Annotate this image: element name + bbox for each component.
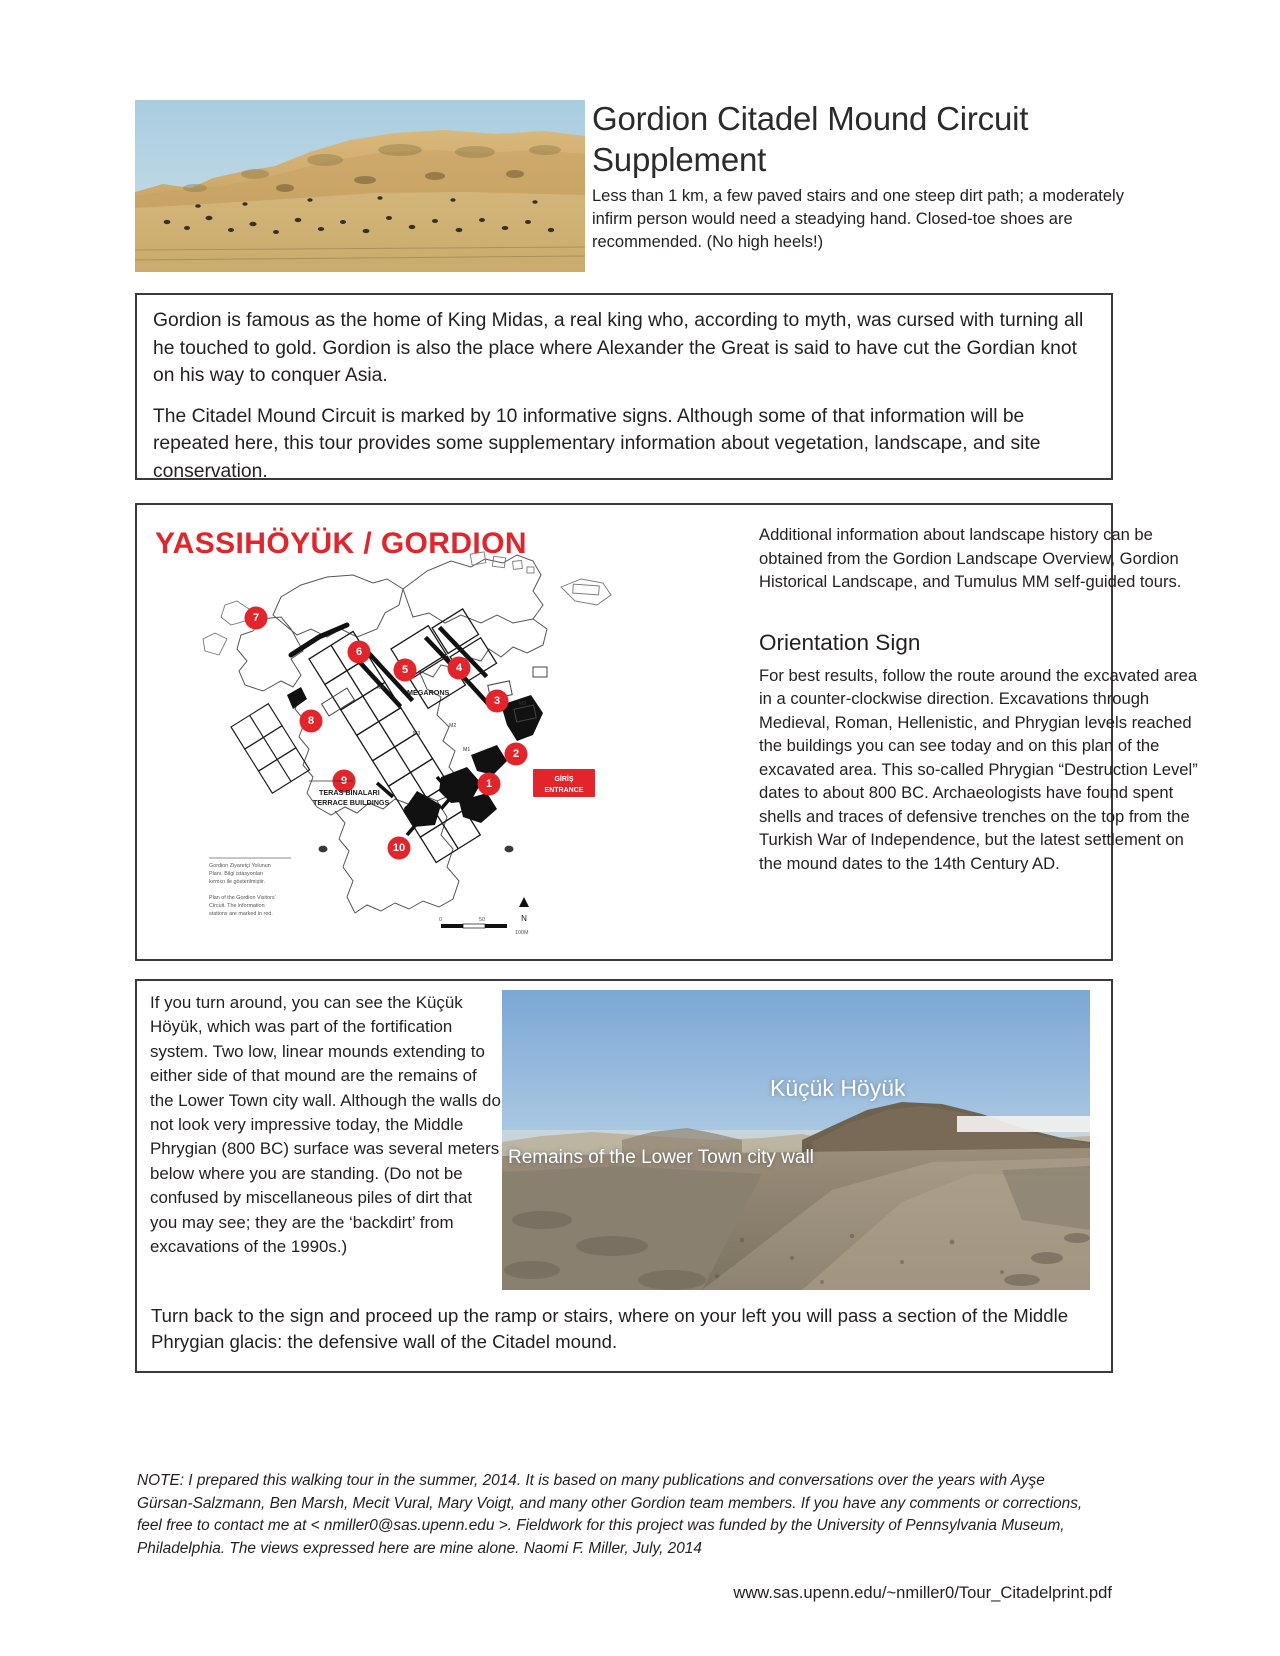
station-label-5: 5	[401, 664, 409, 676]
turn-back-paragraph: Turn back to the sign and proceed up the ramp or stairs, where on your left you will pass a section of the Middle Phrygian glacis: the defensive wall of the Citadel mound.	[151, 1305, 1069, 1352]
site-plan-svg	[141, 509, 628, 955]
kucuk-paragraph: If you turn around, you can see the Küçük Höyük, which was part of the fortification system. Two low, linear mounds extending to either side of that mound are the remains of the Lower Town city wall. Although the walls do not look very impressive today, the Middle Phrygian (800 BC) surface was several meters below where you are standing. (Do not be confused by miscellaneous piles of dirt that you may see; they are the ‘backdirt’ from excavations of the 1990s.)	[150, 993, 501, 1257]
footer-note: NOTE: I prepared this walking tour in the summer, 2014. It is based on many publications and conversations over the years with Ayşe Gürsan-Salzmann, Ben Marsh, Mecit Vural, Mary Voigt, and many other Gordion team members. If you have any comments or corrections, feel free to contact me at < nmiller0@sas.upenn.edu >. Fieldwork for this project was funded by the University of Pennsylvania Museum, Philadelphia. The views expressed here are mine alone. Naomi F. Miller, July, 2014	[137, 1472, 1083, 1557]
svg-text:Circuit. The information: Circuit. The information	[209, 903, 265, 909]
station-label-3: 3	[493, 695, 501, 707]
megaron-label-m3: M3	[413, 731, 421, 737]
svg-text:Gordion Ziyaretçi Yolunun: Gordion Ziyaretçi Yolunun	[209, 863, 271, 869]
station-label-10: 10	[392, 842, 406, 854]
megarons-label: MEGARONS	[407, 688, 450, 697]
page-subtitle: Less than 1 km, a few paved stairs and one steep dirt path; a moderately infirm person would need a steadying hand. Closed-toe shoes are recommended. (No high heels!)	[592, 187, 1124, 251]
scale-label-100: 100M	[515, 930, 529, 936]
kucuk-photo-graphic	[502, 990, 1090, 1290]
orientation-body: For best results, follow the route around the excavated area in a counter-clockwise direction. Excavations through Medieval, Roman, Hellenistic, and Phrygian levels reached the buildings you can see today and on this plan of the excavated area. This so-called Phrygian “Destruction Level” dates to about 800 BC. Archaeologists have found spent shells and traces of defensive trenches on the top from the Turkish War of Independence, but the latest settlement on the mound dates to the 14th Century AD.	[759, 665, 1198, 873]
document-header	[135, 100, 1125, 280]
kucuk-hoyuk-box	[135, 979, 1113, 1373]
station-label-1: 1	[485, 778, 493, 790]
orientation-column	[759, 523, 1207, 881]
terrace-label-en: TERRACE BUILDINGS	[313, 798, 390, 807]
entrance-label-tr: GİRİŞ	[554, 776, 574, 783]
header-landscape-photo	[135, 100, 585, 272]
station-label-7: 7	[252, 612, 260, 624]
north-label: N	[521, 914, 527, 923]
svg-text:Plan of the Gordion Visitors’: Plan of the Gordion Visitors’	[209, 895, 276, 901]
intro-paragraph-2: The Citadel Mound Circuit is marked by 10 informative signs. Although some of that information will be repeated here, this tour provides some supplementary information about vegetation, landscape, and site conservation.	[153, 405, 1041, 482]
intro-paragraph-1: Gordion is famous as the home of King Midas, a real king who, according to myth, was cursed with turning all he touched to gold. Gordion is also the place where Alexander the Great is said to have cut the Gordian knot on his way to conquer Asia.	[153, 310, 1084, 386]
station-label-9: 9	[340, 775, 348, 787]
megaron-label-m9: M9	[519, 701, 527, 707]
megaron-label-m1: M1	[463, 747, 471, 753]
footer-url[interactable]: www.sas.upenn.edu/~nmiller0/Tour_Citadelprint.pdf	[733, 1583, 1112, 1602]
map-title: YASSIHÖYÜK / GORDION	[155, 527, 527, 560]
site-plan-graphic	[141, 509, 628, 955]
kucuk-text-column	[150, 991, 503, 1259]
landscape-photo-graphic	[135, 100, 585, 272]
station-label-6: 6	[355, 646, 363, 658]
station-label-2: 2	[512, 748, 520, 760]
north-arrow-icon	[519, 897, 529, 923]
svg-text:stations are marked in red.: stations are marked in red.	[209, 911, 273, 917]
map-legend	[209, 858, 291, 917]
scale-bar	[439, 917, 529, 936]
page-title: Gordion Citadel Mound Circuit Supplement	[592, 100, 1029, 178]
orientation-intro: Additional information about landscape history can be obtained from the Gordion Landscape Overview, Gordion Historical Landscape, and Tumulus MM self-guided tours.	[759, 525, 1182, 591]
site-plan-panel	[141, 509, 628, 955]
orientation-heading: Orientation Sign	[759, 629, 921, 655]
megaron-label-m4: M4	[377, 685, 385, 691]
kucuk-hoyuk-photo	[502, 990, 1090, 1290]
station-label-8: 8	[307, 715, 315, 727]
photo-caption-lower-town-wall: Remains of the Lower Town city wall	[508, 1147, 814, 1168]
intro-text-box	[135, 293, 1113, 480]
megaron-label-m2: M2	[449, 723, 457, 729]
scale-label-0: 0	[439, 917, 442, 923]
header-text-block	[592, 98, 1127, 254]
photo-caption-kucuk-hoyuk: Küçük Höyük	[770, 1075, 906, 1101]
terrace-label-tr: TERAS BİNALARI	[319, 788, 380, 797]
scale-label-50: 50	[479, 917, 485, 923]
svg-text:Planı. Bilgi istasyonları: Planı. Bilgi istasyonları	[209, 871, 264, 877]
station-label-4: 4	[455, 662, 463, 674]
map-and-orientation-box	[135, 503, 1198, 961]
svg-text:kırmızı ile gösterilmiştir.: kırmızı ile gösterilmiştir.	[209, 879, 266, 885]
entrance-label-en: ENTRANCE	[544, 787, 584, 794]
